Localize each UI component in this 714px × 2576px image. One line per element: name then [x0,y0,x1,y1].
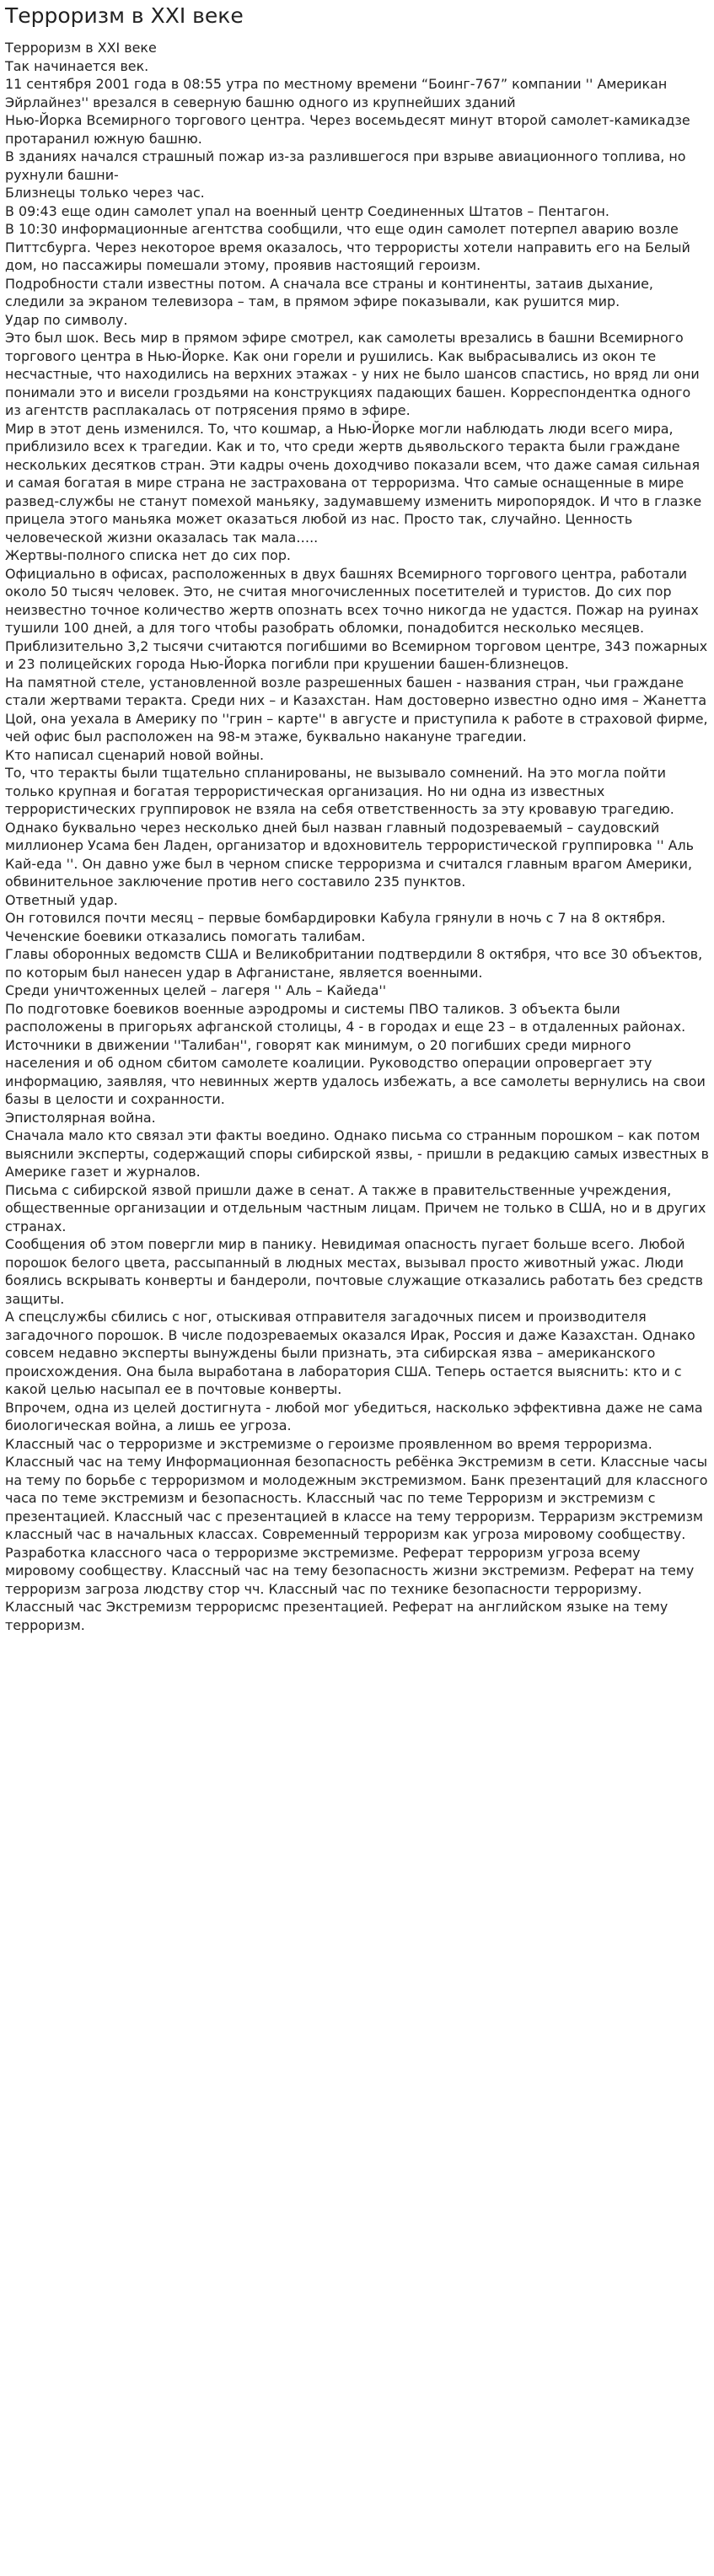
section-heading: Ответный удар. [5,891,118,908]
article-paragraph: Чеченские боевики отказались помогать талибам. [5,928,366,944]
article-paragraph: Близнецы только через час. [5,185,205,201]
article-paragraph: 11 сентября 2001 года в 08:55 утра по местному времени “Боинг-767” компании '' Американ Эйрлайнез'' врезался в северную башню одного из крупнейших зданий [5,76,668,110]
article-paragraph: Сообщения об этом повергли мир в панику. Невидимая опасность пугает больше всего. Любой порошок белого цвета, рассыпанный в людных местах, вызывал просто животный ужас. Люди боялись вскрывать конверты и бандероли, почтовые служащие отказались работать без средств защиты. [5,1236,703,1307]
article-paragraph: Классный час о терроризме и экстремизме о героизме проявленном во время терроризма. Классный час на тему Информационная безопасность ребёнка Экстремизм в сети. Классные часы на тему по борьбе с терроризмом и молодежным экстремизмом. Банк презентаций для классного часа по теме экстремизм и безопасность. Классный час по теме Терроризм и экстремизм с презентацией. Классный час с презентацией в классе на тему терроризм. Терраризм экстремизм классный час в начальных классах. Современный терроризм как угроза мировому сообществу. Разработка классного часа о терроризме экстремизме. Реферат терроризм угроза всему мировому сообществу. Классный час на тему безопасность жизни экстремизм. Реферат на тему терроризм загроза людству стор чч. Классный час по технике безопасности терроризму. Классный час Экстремизм террорисмс презентацией. Реферат на английском языке на тему терроризм. [5,1435,708,1633]
page-title: Терроризм в XXI веке [5,3,244,28]
article-paragraph: Главы оборонных ведомств США и Великобритании подтвердили 8 октября, что все 30 объектов, по которым был нанесен удар в Афганистане, является военными. [5,946,703,981]
article-paragraph: Сначала мало кто связал эти факты воедино. Однако письма со странным порошком – как потом выяснили эксперты, содержащий споры сибирской язвы, - пришли в редакцию самых известных в Америке газет и журналов. [5,1127,709,1180]
article-paragraph: Так начинается век. [5,57,149,74]
article-paragraph: Впрочем, одна из целей достигнута - любой мог убедиться, насколько эффективна даже не сама биологическая война, а лишь ее угроза. [5,1399,703,1433]
article-paragraph: Письма с сибирской язвой пришли даже в сенат. А также в правительственные учреждения, общественные организации и отдельным частным лицам. Причем не только в США, но и в других странах. [5,1181,706,1234]
article-paragraph: Он готовился почти месяц – первые бомбардировки Кабула грянули в ночь с 7 на 8 октября. [5,910,666,926]
article-paragraph: Официально в офисах, расположенных в двух башнях Всемирного торгового центра, работали около 50 тысяч человек. Это, не считая многочисленных посетителей и туристов. До сих пор неизвестно точное количество жертв опознать всех точно никогда не удастся. Пожар на руинах тушили 100 дней, а для того чтобы разобрать обломки, понадобится несколько месяцев. Приблизительно 3,2 тысячи считаются погибшими во Всемирном торговом центре, 343 пожарных и 23 полицейских города Нью-Йорка погибли при крушении башен-близнецов. [5,565,708,672]
article-paragraph: А спецслужбы сбились с ног, отыскивая отправителя загадочных писем и производителя загадочного порошок. В числе подозреваемых оказался Ирак, Россия и даже Казахстан. Однако совсем недавно эксперты вынуждены были признать, эта сибирская язва – американского происхождения. Она была выработана в лаборатория США. Теперь остается выяснить: кто и с какой целью насыпал ее в почтовые конверты. [5,1309,695,1397]
section-heading: Удар по символу. [5,311,128,328]
article-paragraph: То, что теракты были тщательно спланированы, не вызывало сомнений. На это могла пойти только крупная и богатая террористическая организация. Но ни одна из известных террористических группировок не взяла на себя ответственность за эту кровавую трагедию. Однако буквально через несколько дней был назван главный подозреваемый – саудовский миллионер Усама бен Ладен, организатор и вдохновитель террористической группировка '' Аль Кай-еда ''. Он давно уже был в черном списке терроризма и считался главным врагом Америки, обвинительное заключение против него составило 235 пунктов. [5,765,695,890]
article-paragraph: В зданиях начался страшный пожар из-за разлившегося при взрыве авиационного топлива, но рухнули башни- [5,148,686,183]
article-paragraph: Нью-Йорка Всемирного торгового центра. Через восемьдесят минут второй самолет-камикадзе протаранил южную башню. [5,112,690,147]
article-paragraph: Мир в этот день изменился. То, что кошмар, а Нью-Йорке могли наблюдать люди всего мира, приблизило всех к трагедии. Как и то, что среди жертв дьявольского теракта были граждане нескольких десятков стран. Эти кадры очень доходчиво показали всем, что даже самая сильная и самая богатая в мире страна не застрахована от терроризма. Что самые оснащенные в мире развед-службы не станут помехой маньяку, задумавшему изменить миропорядок. И что в глазке прицела этого маньяка может оказаться любой из нас. Просто так, случайно. Ценность человеческой жизни оказалась так мала….. [5,420,702,546]
article-paragraph: В 09:43 еще один самолет упал на военный центр Соединенных Штатов – Пентагон. [5,202,609,219]
article-paragraph: В 10:30 информационные агентства сообщили, что еще один самолет потерпел аварию возле Питтсбурга. Через некоторое время оказалось, что террористы хотели направить его на Белый дом, но пассажиры помешали этому, проявив настоящий героизм. [5,221,690,273]
section-heading: Кто написал сценарий новой войны. [5,746,265,763]
article-paragraph: Терроризм в XXI веке [5,40,157,56]
article-paragraph: Подробности стали известны потом. А сначала все страны и континенты, затаив дыхание, следили за экраном телевизора – там, в прямом эфире показывали, как рушится мир. [5,275,653,309]
article-body [5,39,709,1634]
article-paragraph: Среди уничтоженных целей – лагеря '' Аль – Кайеда'' [5,982,387,998]
article-paragraph: Это был шок. Весь мир в прямом эфире смотрел, как самолеты врезались в башни Всемирного торгового центра в Нью-Йорке. Как они горели и рушились. Как выбрасывались из окон те несчастные, что находились на верхних этажах - у них не было шансов спастись, но вряд ли они понимали это и висели гроздьями на конструкциях падающих башен. Корреспондентка одного из агентств расплакалась от потрясения прямо в эфире. [5,330,700,418]
section-heading: Эпистолярная война. [5,1109,156,1126]
article-paragraph: Источники в движении ''Талибан'', говорят как минимум, о 20 погибших среди мирного населения и об одном сбитом самолете коалиции. Руководство операции опровергает эту информацию, заявляя, что невинных жертв удалось избежать, а все самолеты вернулись на свои базы в целости и сохранности. [5,1036,706,1107]
article-paragraph: На памятной стеле, установленной возле разрешенных башен - названия стран, чьи граждане стали жертвами теракта. Среди них – и Казахстан. Нам достоверно известно одно имя – Жанетта Цой, она уехала в Америку по ''грин – карте'' в августе и приступила к работе в страховой фирме, чей офис был расположен на 98-м этаже, буквально накануне трагедии. [5,674,708,745]
section-heading: Жертвы-полного списка нет до сих пор. [5,547,291,563]
article-paragraph: По подготовке боевиков военные аэродромы и системы ПВО таликов. 3 объекта были расположены в пригорьях афганской столицы, 4 - в городах и еще 23 – в отдаленных районах. [5,1000,686,1035]
